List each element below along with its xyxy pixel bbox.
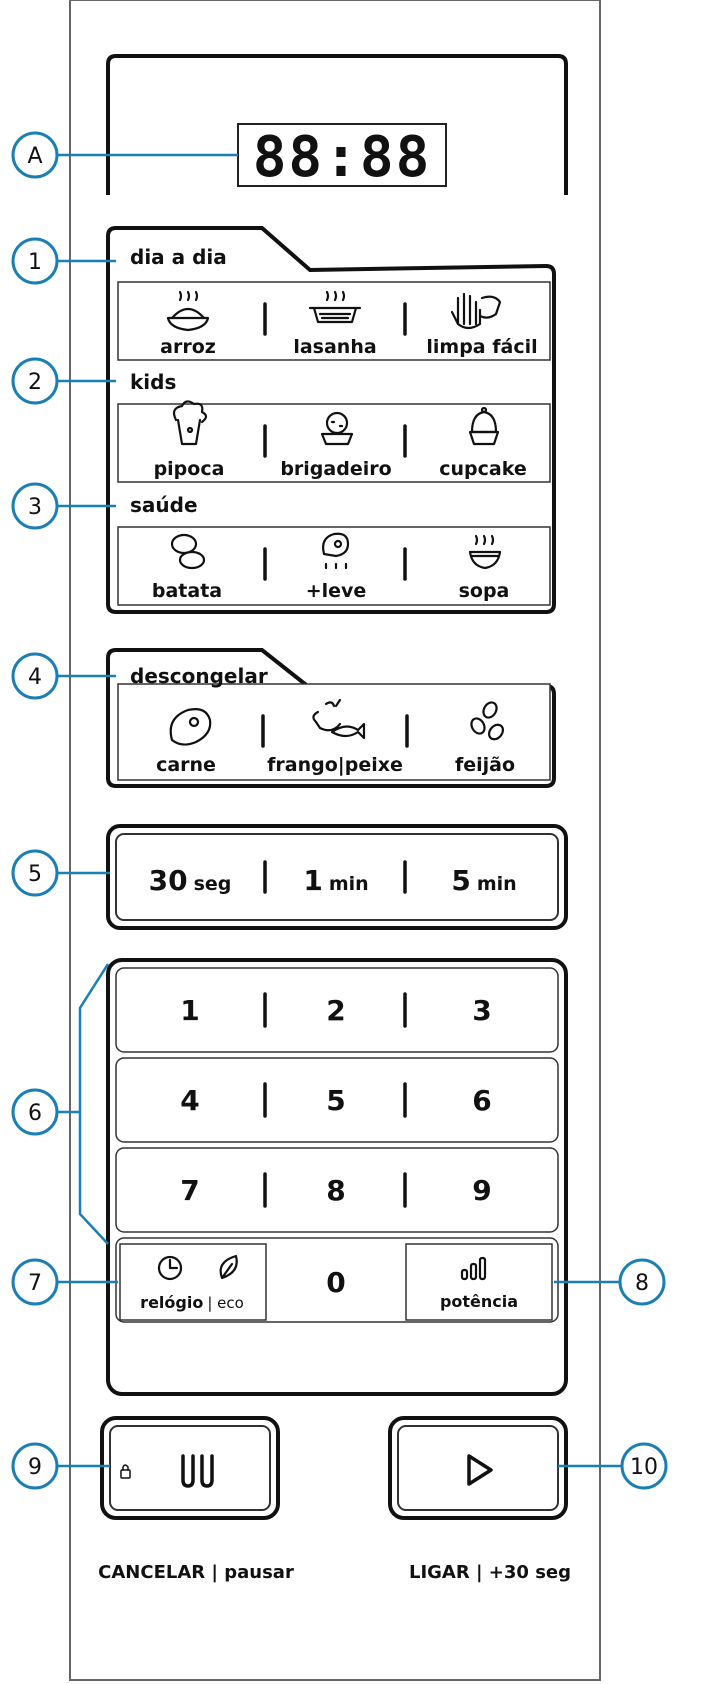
callout-10: [622, 1444, 666, 1488]
svg-text:4: 4: [28, 665, 42, 690]
callout-7: [13, 1260, 57, 1304]
section-title-descongelar: descongelar: [130, 664, 268, 688]
callout-5: [13, 851, 57, 895]
svg-text:5: 5: [28, 862, 42, 887]
key-8[interactable]: 8: [326, 1174, 346, 1207]
carne-label: carne: [156, 754, 216, 776]
key-3[interactable]: 3: [472, 994, 492, 1027]
eco-label: | eco: [207, 1294, 244, 1312]
cancel-pause-button[interactable]: [102, 1418, 278, 1518]
key-2[interactable]: 2: [326, 994, 346, 1027]
lcd-digits: 88:88: [252, 125, 432, 190]
section-title-saude: saúde: [130, 493, 198, 517]
callout-2: [13, 359, 57, 403]
key-1[interactable]: 1: [180, 994, 200, 1027]
quick-5-unit: min: [476, 873, 517, 895]
svg-text:2: 2: [28, 370, 42, 395]
power-label: potência: [439, 1292, 519, 1311]
key-4[interactable]: 4: [180, 1084, 200, 1117]
power-button[interactable]: [406, 1244, 552, 1320]
batata-label: batata: [151, 580, 223, 602]
key-0[interactable]: 0: [326, 1266, 346, 1299]
svg-text:1: 1: [28, 250, 42, 275]
callout-3: [13, 484, 57, 528]
start-button[interactable]: [390, 1418, 566, 1518]
quick-1-num: 1: [303, 864, 323, 897]
svg-text:relógio| eco: [140, 1293, 244, 1312]
pipoca-label: pipoca: [153, 458, 225, 480]
callout-4: [13, 654, 57, 698]
feijao-label: feijão: [454, 754, 516, 776]
key-5[interactable]: 5: [326, 1084, 346, 1117]
quick-5-num: 5: [451, 864, 471, 897]
quick-30-unit: seg: [193, 873, 232, 895]
callout-6: [13, 1090, 57, 1134]
svg-text:3: 3: [28, 495, 42, 520]
frango-peixe-label: frango|peixe: [267, 754, 403, 776]
svg-text:10: 10: [630, 1455, 658, 1480]
svg-text:8: 8: [635, 1271, 649, 1296]
arroz-label: arroz: [160, 336, 216, 358]
leve-label: +leve: [305, 580, 367, 602]
callout-a: [13, 133, 57, 177]
svg-text:6: 6: [28, 1101, 42, 1126]
callout-9: [13, 1444, 57, 1488]
cancel-pause-label: CANCELAR | pausar: [98, 1562, 294, 1583]
key-9[interactable]: 9: [472, 1174, 492, 1207]
svg-text:9: 9: [28, 1455, 42, 1480]
section-title-dia-a-dia: dia a dia: [130, 245, 227, 269]
clock-label: relógio: [140, 1293, 204, 1312]
start-label: LIGAR | +30 seg: [408, 1562, 572, 1583]
limpa-facil-label: limpa fácil: [426, 336, 538, 358]
quick-1-unit: min: [328, 873, 369, 895]
callout-8: [620, 1260, 664, 1304]
brigadeiro-label: brigadeiro: [280, 458, 392, 480]
sopa-label: sopa: [458, 580, 510, 602]
section-title-kids: kids: [130, 370, 177, 394]
cupcake-label: cupcake: [439, 458, 527, 480]
svg-text:A: A: [27, 144, 43, 169]
key-7[interactable]: 7: [180, 1174, 200, 1207]
clock-eco-button[interactable]: [120, 1244, 266, 1320]
callout-1: [13, 239, 57, 283]
quick-30-num: 30: [148, 864, 188, 897]
svg-text:7: 7: [28, 1271, 42, 1296]
key-6[interactable]: 6: [472, 1084, 492, 1117]
lasanha-label: lasanha: [293, 336, 377, 358]
